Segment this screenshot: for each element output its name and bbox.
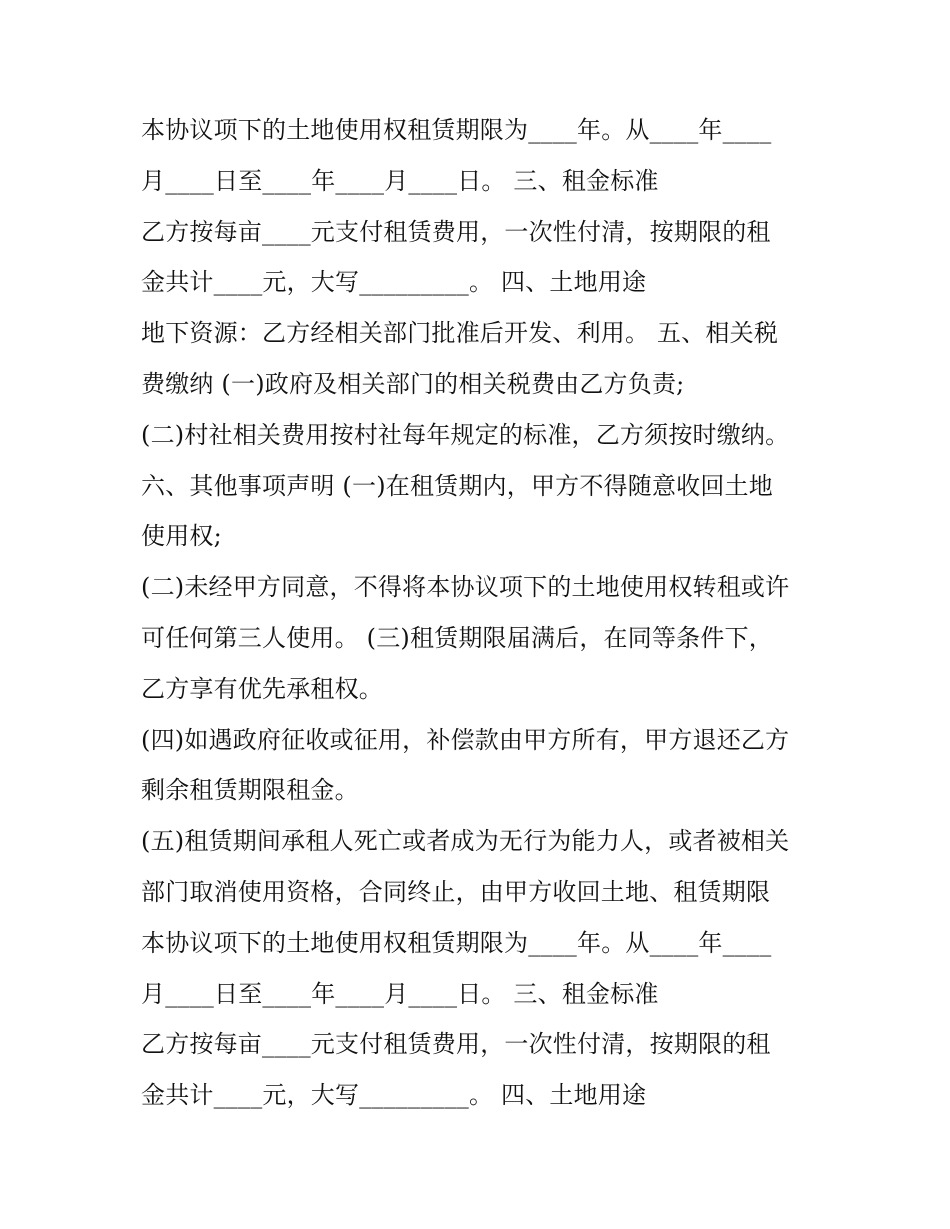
text-line: (四)如遇政府征收或征用，补偿款由甲方所有，甲方退还乙方 bbox=[141, 725, 790, 754]
text-line: (二)村社相关费用按村社每年规定的标准，乙方须按时缴纳。 bbox=[141, 420, 790, 449]
text-line: 部门取消使用资格，合同终止，由甲方收回土地、租赁期限 bbox=[141, 877, 771, 906]
text-line: (五)租赁期间承租人死亡或者成为无行为能力人，或者被相关 bbox=[141, 827, 790, 856]
text-line: 金共计____元，大写_________。 四、土地用途 bbox=[141, 1081, 647, 1110]
text-line: 可任何第三人使用。 (三)租赁期限届满后，在同等条件下， bbox=[141, 623, 773, 652]
text-line: 六、其他事项声明 (一)在租赁期内，甲方不得随意收回土地 bbox=[141, 471, 773, 500]
text-line: 乙方按每亩____元支付租赁费用，一次性付清，按期限的租 bbox=[141, 1030, 771, 1059]
text-line: 月____日至____年____月____日。 三、租金标准 bbox=[141, 166, 659, 195]
text-line: 本协议项下的土地使用权租赁期限为____年。从____年____ bbox=[141, 928, 772, 957]
text-line: 地下资源：乙方经相关部门批准后开发、利用。 五、相关税 bbox=[141, 319, 779, 348]
text-line: 使用权; bbox=[141, 522, 222, 551]
text-line: 月____日至____年____月____日。 三、租金标准 bbox=[141, 979, 659, 1008]
text-line: 费缴纳 (一)政府及相关部门的相关税费由乙方负责; bbox=[141, 369, 685, 398]
text-line: 本协议项下的土地使用权租赁期限为____年。从____年____ bbox=[141, 116, 772, 144]
text-line: 乙方按每亩____元支付租赁费用，一次性付清，按期限的租 bbox=[141, 217, 771, 246]
text-line: 剩余租赁期限租金。 bbox=[141, 776, 359, 805]
text-line: 乙方享有优先承租权。 bbox=[141, 674, 383, 703]
document-body bbox=[141, 112, 821, 1128]
text-line: (二)未经甲方同意，不得将本协议项下的土地使用权转租或许 bbox=[141, 573, 790, 602]
text-line: 金共计____元，大写_________。 四、土地用途 bbox=[141, 268, 647, 297]
